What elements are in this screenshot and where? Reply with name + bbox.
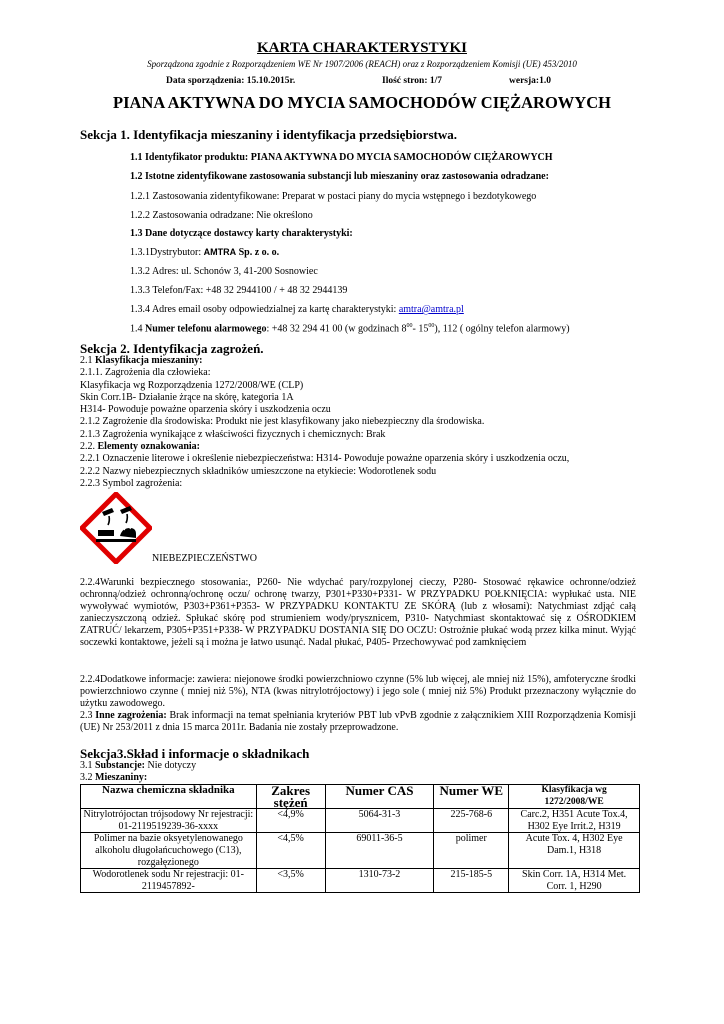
- cell-name: Polimer na bazie oksyetylenowanego alkoholu długołańcuchowego (C13), rozgałęzionego: [81, 833, 257, 869]
- cell-classification: Skin Corr. 1A, H314 Met. Corr. 1, H290: [509, 869, 640, 893]
- table-row: [81, 833, 640, 869]
- line-1-3-1: [130, 247, 279, 258]
- line-1-3-4: [130, 304, 464, 315]
- header-chemical-name: Nazwa chemiczna składnika: [81, 785, 257, 809]
- product-title: PIANA AKTYWNA DO MYCIA SAMOCHODÓW CIĘŻAROWYCH: [113, 93, 611, 112]
- line-2-2-label: Elementy oznakowania:: [97, 441, 200, 452]
- cell-range: <4,9%: [256, 809, 325, 833]
- distributor-label: 1.3.1Dystrybutor:: [130, 247, 204, 258]
- email-link[interactable]: amtra@amtra.pl: [398, 304, 464, 315]
- distributor-suffix: Sp. z o. o.: [236, 247, 280, 258]
- line-2-1-3: 2.1.3 Zagrożenia wynikające z właściwości fizycznych i chemicznych: Brak: [80, 429, 386, 440]
- hour-sup-2: 00: [428, 323, 435, 329]
- cell-name: Nitrylotrójoctan trójsodowy Nr rejestracji: 01-2119519239-36-xxxx: [81, 809, 257, 833]
- line-3-2: [80, 772, 147, 783]
- section2-heading: Sekcja 2. Identyfikacja zagrożeń.: [80, 341, 264, 356]
- cell-cas: 1310-73-2: [325, 869, 434, 893]
- table-header-row: [81, 785, 640, 809]
- line-1-4: [130, 323, 570, 334]
- header-classification: Klasyfikacja wg 1272/2008/WE: [509, 785, 640, 809]
- line-3-1-value: Nie dotyczy: [145, 760, 197, 771]
- table-row: [81, 809, 640, 833]
- line-2-1-label: Klasyfikacja mieszaniny:: [95, 355, 203, 366]
- safety-precautions: 2.2.4Warunki bezpiecznego stosowania:, P260- Nie wdychać pary/rozpylonej cieczy, P280- Stosować rękawice ochronne/odzież ochronną/odzież ochronną/ochronę oczu/ ochronę twarzy, P301+P330+P331- W PRZYPADKU POŁKNIĘCIA: wypłukać usta. NIE wywoływać wymiotów, P303+P361+P353- W PRZYPADKU KONTAKTU ZE SKÓRĄ (lub z włosami): Natychmiast zdjąć całą zanieczyszczoną odzież. Spłukać skórę pod strumieniem wody/prysznicem, P310- Natychmiast skontaktować się z OŚRODKIEM ZATRUĆ/ lekarzem, P305+P351+P338- W PRZYPADKU DOSTANIA SIĘ DO OCZU: Ostrożnie płukać wodą przez kilka minut. Wyjąć soczewki kontaktowe, jeżeli są i można je łatwo usunąć. Nadal płukać, P405- Przechowywać pod zamknięciem: [80, 577, 636, 649]
- cell-we: 215-185-5: [434, 869, 509, 893]
- skin-corr-line: Skin Corr.1B- Działanie żrące na skórę, kategoria 1A: [80, 392, 294, 403]
- signal-word: NIEBEZPIECZEŃSTWO: [152, 553, 257, 564]
- cell-classification: Acute Tox. 4, H302 Eye Dam.1, H318: [509, 833, 640, 869]
- line-2-1-1: 2.1.1. Zagrożenia dla człowieka:: [80, 367, 211, 378]
- corrosion-pictogram-icon: [80, 492, 152, 564]
- cell-name: Wodorotlenek sodu Nr rejestracji: 01-2119457892-: [81, 869, 257, 893]
- cell-we: 225-768-6: [434, 809, 509, 833]
- line-1-2-1: 1.2.1 Zastosowania zidentyfikowane: Preparat w postaci piany do mycia wstępnego i bezdotykowego: [130, 191, 537, 202]
- line-1-3-2: 1.3.2 Adres: ul. Schonów 3, 41-200 Sosnowiec: [130, 266, 318, 277]
- line-2-2-num: 2.2.: [80, 441, 98, 452]
- header-concentration: Zakres stężeń: [256, 785, 325, 809]
- email-label: 1.3.4 Adres email osoby odpowiedzialnej za kartę charakterystyki:: [130, 304, 399, 315]
- distributor-brand: AMTRA: [203, 247, 237, 257]
- regulation-subtitle: Sporządzona zgodnie z Rozporządzeniem WE Nr 1907/2006 (REACH) oraz z Rozporządzeniem Komisji (UE) 453/2010: [147, 59, 577, 69]
- line-2-1-num: 2.1: [80, 355, 95, 366]
- cell-cas: 5064-31-3: [325, 809, 434, 833]
- line-3-1-num: 3.1: [80, 760, 95, 771]
- emergency-phone-label: Numer telefonu alarmowego: [145, 323, 267, 335]
- line-3-2-num: 3.2: [80, 772, 95, 783]
- additional-info: 2.2.4Dodatkowe informacje: zawiera: niejonowe środki powierzchniowo czynne (5% lub więcej, ale mniej niż 15%), amfoteryczne środki powierzchniowo czynne ( mniej niż 5%), NTA (kwas nitrylotrójoctowy) i jego sole ( mniej niż 5%) Produkt przeznaczony wyłącznie do użytku zawodowego.: [80, 674, 636, 710]
- line-2-1-2: 2.1.2 Zagrożenie dla środowiska: Produkt nie jest klasyfikowany jako niebezpieczny dla środowiska.: [80, 416, 485, 427]
- cell-cas: 69011-36-5: [325, 833, 434, 869]
- line-1-3-3: 1.3.3 Telefon/Fax: +48 32 2944100 / + 48 32 2944139: [130, 285, 348, 296]
- cell-we: polimer: [434, 833, 509, 869]
- issue-date: Data sporządzenia: 15.10.2015r.: [166, 76, 296, 86]
- other-hazards-label: Inne zagrożenia:: [95, 710, 167, 721]
- line-2-2-2: 2.2.2 Nazwy niebezpiecznych składników umieszczone na etykiecie: Wodorotlenek sodu: [80, 466, 437, 477]
- cell-classification: Carc.2, H351 Acute Tox.4, H302 Eye Irrit.2, H319: [509, 809, 640, 833]
- line-1-2-2: 1.2.2 Zastosowania odradzane: Nie określono: [130, 210, 313, 221]
- header-cas: Numer CAS: [325, 785, 434, 809]
- cell-range: <3,5%: [256, 869, 325, 893]
- clp-line: Klasyfikacja wg Rozporządzenia 1272/2008/WE (CLP): [80, 380, 304, 391]
- table-row: [81, 869, 640, 893]
- other-hazards-num: 2.3: [80, 710, 96, 721]
- document-title: KARTA CHARAKTERYSTYKI: [257, 40, 467, 56]
- page-count: Ilość stron: 1/7: [382, 76, 442, 86]
- emergency-phone-c: ), 112 ( ogólny telefon alarmowy): [434, 323, 570, 335]
- line-1-2: 1.2 Istotne zidentyfikowane zastosowania substancji lub mieszaniny oraz zastosowania odradzane:: [130, 171, 549, 182]
- line-1-1: 1.1 Identyfikator produktu: PIANA AKTYWNA DO MYCIA SAMOCHODÓW CIĘŻAROWYCH: [130, 152, 553, 163]
- h314-line: H314- Powoduje poważne oparzenia skóry i uszkodzenia oczu: [80, 404, 331, 415]
- line-3-1: [80, 760, 196, 771]
- line-2-2-1: 2.2.1 Oznaczenie literowe i określenie niebezpieczeństwa: H314- Powoduje poważne oparzenia skóry i uszkodzenia oczu,: [80, 453, 570, 464]
- other-hazards-text: Brak informacji na temat spełniania kryteriów PBT lub vPvB zgodnie z załącznikiem XIII Rozporządzenia Komisji (UE) Nr 253/2011 z dnia 15 marca 2011r. Badania nie zostały przeprowadzone.: [80, 710, 637, 734]
- line-1-3: 1.3 Dane dotyczące dostawcy karty charakterystyki:: [130, 228, 353, 239]
- line-3-2-label: Mieszaniny:: [95, 772, 148, 783]
- emergency-phone-b: - 15: [412, 323, 429, 335]
- composition-table: [80, 784, 640, 893]
- section1-heading: Sekcja 1. Identyfikacja mieszaniny i identyfikacja przedsiębiorstwa.: [80, 127, 457, 142]
- line-2-1: [80, 355, 203, 366]
- emergency-phone-a: : +48 32 294 41 00 (w godzinach 8: [266, 323, 407, 335]
- cell-range: <4,5%: [256, 833, 325, 869]
- line-1-4-num: 1.4: [130, 323, 145, 335]
- hour-sup-1: 00: [406, 323, 413, 329]
- line-3-1-label: Substancje:: [95, 760, 146, 771]
- line-2-2-3: 2.2.3 Symbol zagrożenia:: [80, 478, 183, 489]
- header-we: Numer WE: [434, 785, 509, 809]
- line-2-2: [80, 441, 200, 452]
- version: wersja:1.0: [509, 76, 551, 86]
- section3-heading: Sekcja3.Skład i informacje o składnikach: [80, 746, 310, 761]
- other-hazards: [80, 710, 636, 734]
